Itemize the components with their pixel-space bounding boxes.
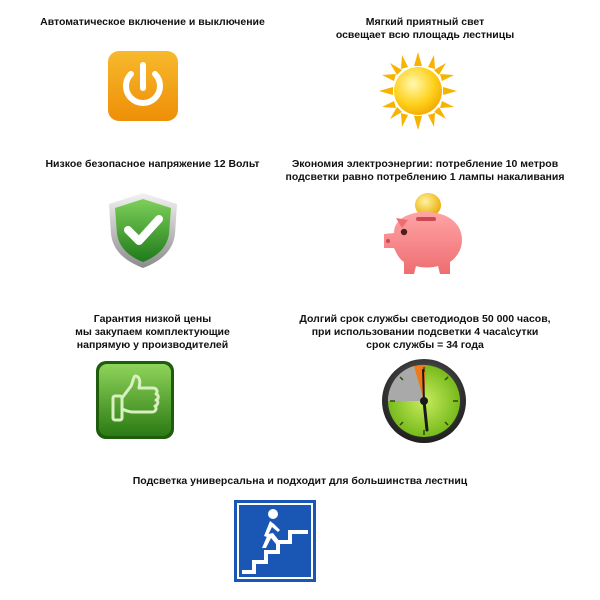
caption-line: подсветки равно потреблению 1 лампы накаливания — [285, 171, 565, 183]
stairs-icon — [234, 500, 316, 582]
shield-check-icon — [103, 190, 183, 270]
feature-caption-low-voltage — [10, 158, 295, 171]
caption-line: напрямую у производителей — [76, 339, 229, 351]
thumbs-up-icon — [95, 360, 175, 440]
feature-caption-low-price — [10, 313, 295, 352]
feature-caption-soft-light — [285, 16, 565, 42]
caption-line: Низкое безопасное напряжение 12 Вольт — [45, 158, 260, 170]
caption-line: Гарантия низкой цены — [93, 313, 212, 325]
caption-line: Подсветка универсальна и подходит для большинства лестниц — [132, 475, 468, 487]
caption-line: Автоматическое включение и выключение — [40, 16, 265, 28]
caption-line: при использовании подсветки 4 часа\сутки — [311, 326, 539, 338]
caption-line: мы закупаем комплектующие — [75, 326, 230, 338]
piggy-bank-icon — [372, 188, 468, 284]
clock-icon — [381, 358, 467, 444]
caption-line: Долгий срок службы светодиодов 50 000 часов, — [299, 313, 551, 325]
sun-icon — [377, 50, 459, 132]
power-icon — [107, 50, 179, 122]
feature-caption-energy-saving — [285, 158, 565, 184]
feature-caption-long-life — [285, 313, 565, 352]
caption-line: Мягкий приятный свет — [365, 16, 485, 28]
caption-line: освещает всю площадь лестницы — [335, 29, 515, 41]
feature-caption-universal — [60, 475, 540, 488]
caption-line: срок службы = 34 года — [366, 339, 484, 351]
feature-caption-auto-power — [10, 16, 295, 29]
caption-line: Экономия электроэнергии: потребление 10 метров — [291, 158, 559, 170]
